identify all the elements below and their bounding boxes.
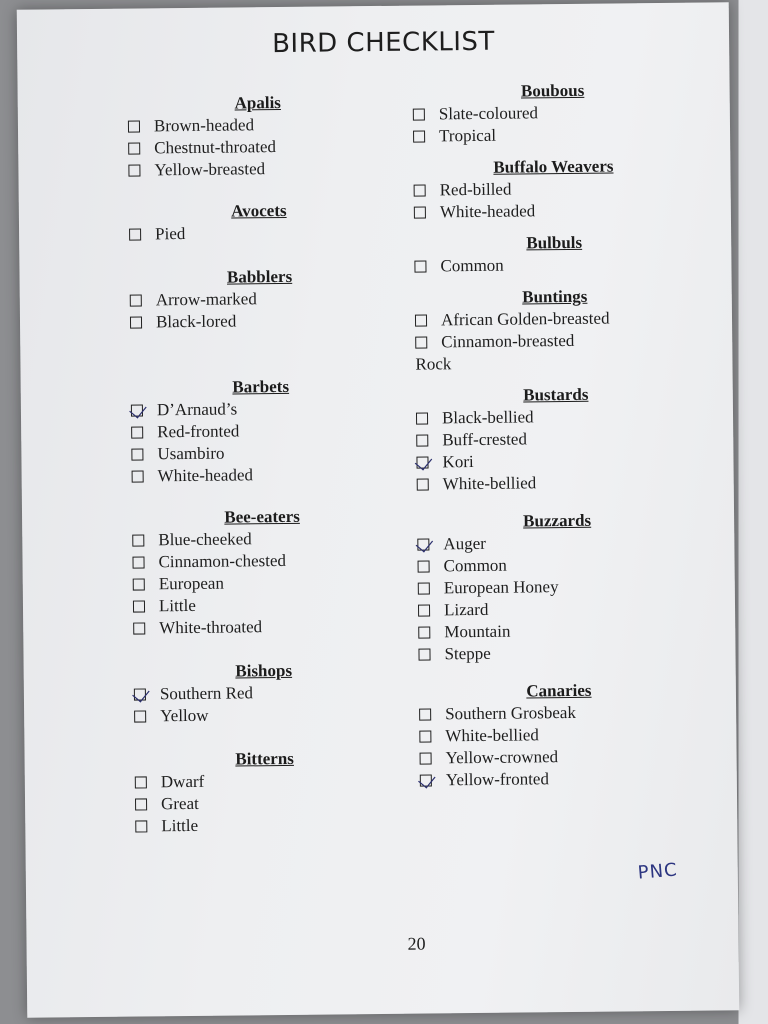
item-label: Yellow	[160, 705, 209, 726]
next-page-edge	[738, 0, 768, 1024]
checklist-item[interactable]	[131, 441, 391, 466]
section-bishops	[134, 659, 395, 728]
section-babblers	[129, 265, 390, 334]
checklist-item[interactable]	[134, 681, 394, 706]
checkbox-icon[interactable]	[132, 556, 144, 568]
section-heading: Bustards	[523, 384, 589, 405]
section-heading: Buffalo Weavers	[493, 156, 614, 177]
checkbox-icon[interactable]	[134, 710, 146, 722]
checklist-item[interactable]	[418, 597, 698, 622]
item-label: Blue-cheeked	[158, 529, 252, 550]
checklist-item[interactable]	[131, 419, 391, 444]
checklist-item[interactable]	[133, 615, 393, 640]
checkbox-icon[interactable]	[131, 448, 143, 460]
checklist-item[interactable]	[135, 813, 395, 838]
section-buntings	[415, 285, 696, 376]
section-heading: Avocets	[231, 200, 287, 221]
item-label: Mountain	[444, 621, 511, 642]
checkbox-icon[interactable]	[418, 626, 430, 638]
checked-checkbox-icon[interactable]	[416, 456, 428, 468]
item-label: Steppe	[444, 643, 491, 664]
item-label: Little	[158, 595, 196, 616]
item-label: Yellow-fronted	[445, 769, 550, 790]
section-heading: Barbets	[232, 376, 290, 397]
item-label: Lizard	[443, 599, 489, 620]
item-label: Black-bellied	[441, 407, 534, 428]
item-label: Yellow-crowned	[445, 747, 559, 768]
item-label: Cinnamon-chested	[158, 550, 287, 572]
checklist-item[interactable]	[417, 471, 697, 496]
checkbox-icon[interactable]	[418, 604, 430, 616]
item-label: European Honey	[443, 577, 559, 598]
item-label: Tropical	[438, 125, 497, 146]
checklist-item[interactable]	[417, 553, 697, 578]
checklist-item[interactable]	[135, 791, 395, 816]
checked-checkbox-icon[interactable]	[134, 688, 146, 700]
item-label: Yellow-breasted	[154, 159, 266, 180]
checkbox-icon[interactable]	[135, 776, 147, 788]
left-column	[128, 91, 396, 838]
checkbox-icon[interactable]	[128, 120, 140, 132]
item-label: African Golden-breasted	[440, 308, 610, 330]
section-apalis	[128, 91, 389, 182]
item-label: Auger	[443, 533, 486, 554]
checklist-item[interactable]	[419, 701, 699, 726]
checklist-item[interactable]	[135, 769, 395, 794]
checkbox-icon[interactable]	[130, 294, 142, 306]
section-barbets	[131, 375, 392, 488]
checklist-item[interactable]	[414, 177, 694, 202]
section-heading: Babblers	[226, 266, 293, 287]
item-label: Black-lored	[155, 311, 237, 332]
section-bitterns	[134, 747, 395, 838]
checklist-item[interactable]	[128, 113, 388, 138]
item-label: Cinnamon-breasted	[441, 330, 575, 352]
checked-checkbox-icon[interactable]	[417, 538, 429, 550]
wrapped-label-text: Rock	[415, 354, 452, 374]
section-avocets	[129, 199, 389, 246]
checkbox-icon[interactable]	[133, 622, 145, 634]
checklist-item[interactable]	[413, 123, 693, 148]
item-label: White-headed	[439, 201, 536, 222]
checklist-item[interactable]	[416, 427, 696, 452]
checkbox-icon[interactable]	[420, 752, 432, 764]
checklist-item[interactable]	[416, 405, 696, 430]
item-label: Pied	[154, 224, 186, 244]
checklist-item[interactable]	[417, 531, 697, 556]
checkbox-icon[interactable]	[419, 708, 431, 720]
checked-checkbox-icon[interactable]	[131, 404, 143, 416]
checklist-item[interactable]	[414, 253, 694, 278]
section-bulbuls	[414, 231, 694, 278]
item-label: Red-fronted	[157, 421, 240, 442]
section-heading: Apalis	[234, 92, 281, 113]
item-label: Great	[160, 793, 199, 814]
right-column	[413, 79, 700, 792]
checkbox-icon[interactable]	[419, 730, 431, 742]
checked-checkbox-icon[interactable]	[420, 774, 432, 786]
checklist-item[interactable]	[130, 287, 390, 312]
checkbox-icon[interactable]	[418, 582, 430, 594]
checkbox-icon[interactable]	[417, 478, 429, 490]
checklist-item[interactable]	[419, 723, 699, 748]
checklist-item[interactable]	[415, 329, 695, 354]
checkbox-icon[interactable]	[130, 316, 142, 328]
checklist-item[interactable]	[414, 199, 694, 224]
checkbox-icon[interactable]	[135, 798, 147, 810]
section-heading: Bee-eaters	[224, 506, 300, 527]
checkbox-icon[interactable]	[128, 142, 140, 154]
checklist-item[interactable]	[419, 745, 699, 770]
section-heading: Boubous	[520, 80, 585, 101]
section-heading: Canaries	[526, 680, 592, 701]
item-label: White-bellied	[445, 725, 539, 746]
checkbox-icon[interactable]	[413, 108, 425, 120]
item-label: Chestnut-throated	[154, 137, 277, 158]
checkbox-icon[interactable]	[132, 534, 144, 546]
checklist-item[interactable]	[420, 767, 700, 792]
checklist-item[interactable]	[133, 571, 393, 596]
item-label: Red-billed	[439, 179, 512, 200]
item-label: Dwarf	[160, 771, 205, 792]
checklist-item[interactable]	[128, 135, 388, 160]
section-bee-eaters	[132, 505, 393, 640]
page-title: BIRD CHECKLIST	[271, 26, 495, 60]
checkbox-icon[interactable]	[416, 434, 428, 446]
checkbox-icon[interactable]	[133, 578, 145, 590]
checkbox-icon[interactable]	[414, 206, 426, 218]
section-heading: Buzzards	[523, 510, 592, 531]
checklist-item[interactable]	[418, 619, 698, 644]
checkbox-icon[interactable]	[131, 426, 143, 438]
checklist-item[interactable]	[131, 397, 391, 422]
item-label: European	[158, 573, 224, 594]
section-canaries	[419, 679, 700, 792]
checklist-item[interactable]	[132, 527, 392, 552]
checkbox-icon[interactable]	[132, 470, 144, 482]
checkbox-icon[interactable]	[414, 260, 426, 272]
section-heading: Bishops	[235, 660, 293, 681]
section-heading: Buntings	[522, 286, 588, 307]
item-label: Brown-headed	[153, 115, 255, 136]
item-label: Common	[440, 255, 504, 276]
checkbox-icon[interactable]	[413, 130, 425, 142]
checklist-item[interactable]	[130, 309, 390, 334]
checkbox-icon[interactable]	[418, 648, 430, 660]
item-label: Buff-crested	[442, 429, 528, 450]
checkbox-icon[interactable]	[128, 164, 140, 176]
checklist-item[interactable]	[413, 101, 693, 126]
checkbox-icon[interactable]	[414, 184, 426, 196]
item-label: Southern Red	[159, 683, 254, 704]
checkbox-icon[interactable]	[418, 560, 430, 572]
item-label: White-bellied	[442, 473, 537, 494]
checklist-item[interactable]	[128, 157, 388, 182]
checkbox-icon[interactable]	[415, 314, 427, 326]
checkbox-icon[interactable]	[415, 336, 427, 348]
section-heading: Bulbuls	[526, 232, 583, 253]
checklist-page	[17, 2, 740, 1017]
checklist-item[interactable]	[129, 221, 389, 246]
item-label: Kori	[442, 451, 474, 472]
section-buzzards	[417, 509, 699, 666]
checklist-item[interactable]	[134, 703, 394, 728]
checkbox-icon[interactable]	[129, 228, 141, 240]
item-label: White-headed	[157, 465, 254, 486]
section-bustards	[416, 383, 697, 496]
item-label: Usambiro	[157, 443, 225, 464]
checkbox-icon[interactable]	[135, 820, 147, 832]
section-heading: Bitterns	[235, 748, 294, 769]
item-label: D’Arnaud’s	[156, 399, 238, 420]
checkbox-icon[interactable]	[416, 412, 428, 424]
item-label: Little	[161, 815, 199, 836]
checklist-item[interactable]	[415, 307, 695, 332]
handwritten-note: PNC	[637, 859, 679, 884]
item-label: Slate-coloured	[438, 103, 539, 124]
checklist-item[interactable]	[132, 463, 392, 488]
item-label: Southern Grosbeak	[445, 702, 577, 724]
checklist-item[interactable]	[132, 549, 392, 574]
section-boubous	[413, 79, 694, 148]
checklist-item[interactable]	[418, 575, 698, 600]
checkbox-icon[interactable]	[133, 600, 145, 612]
item-label: White-throated	[159, 617, 263, 638]
checklist-item[interactable]	[416, 449, 696, 474]
item-label: Arrow-marked	[155, 289, 257, 310]
item-label: Common	[443, 555, 507, 576]
checklist-item[interactable]	[133, 593, 393, 618]
section-buffalo-weavers	[413, 155, 694, 224]
page-number: 20	[407, 933, 426, 954]
checklist-item[interactable]	[418, 641, 698, 666]
